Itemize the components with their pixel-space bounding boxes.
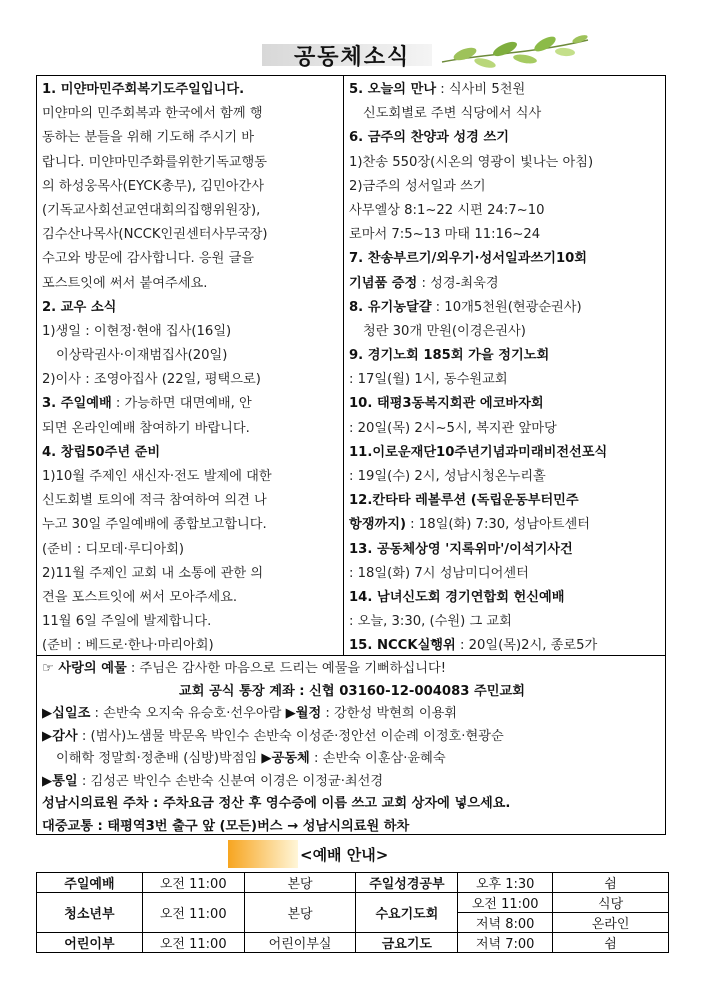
line-text: : 손반숙 오지숙 유승호·선우아람 xyxy=(90,706,286,721)
table-cell: 어린이부 xyxy=(37,933,143,953)
page-title: 공동체소식 xyxy=(294,45,411,70)
text-line xyxy=(42,610,338,634)
table-cell: 주일예배 xyxy=(37,873,143,893)
line-text: : 강한성 박현희 이용휘 xyxy=(321,706,458,721)
section-title-banner xyxy=(262,38,462,70)
text-line xyxy=(42,247,338,271)
line-text: 10. 태평3동복지회관 에코바자회 xyxy=(349,396,544,412)
line-text: 이해학 정말희·정춘배 (심방)박점임 xyxy=(56,751,262,766)
line-text: 사무엘상 8:1~22 시편 24:7~10 xyxy=(349,202,545,218)
table-cell: 본당 xyxy=(244,873,356,893)
text-line xyxy=(42,562,338,586)
text-line xyxy=(349,102,663,126)
table-cell: 식당 xyxy=(553,893,669,913)
line-text: : 가능하면 대면예배, 안 xyxy=(111,396,252,412)
line-text: 동하는 분들을 위해 기도해 주시기 바 xyxy=(42,130,255,146)
table-row xyxy=(37,893,669,913)
line-text: 누고 30일 주일예배에 종합보고합니다. xyxy=(42,517,267,533)
line-text: 되면 온라인예배 참여하기 바랍니다. xyxy=(42,420,250,436)
text-line xyxy=(42,658,662,681)
line-text: 미얀마의 민주회복과 한국에서 함께 행 xyxy=(42,106,263,122)
line-heading: ▶통일 xyxy=(42,773,78,789)
text-line xyxy=(349,489,663,513)
line-text: 수고와 방문에 감사합니다. 응원 글을 xyxy=(42,251,255,267)
line-text: 1)찬송 550장(시온의 영광이 빛나는 아침) xyxy=(349,154,594,170)
text-line xyxy=(42,320,338,344)
text-line xyxy=(349,151,663,175)
line-heading: ▶십일조 xyxy=(42,706,91,721)
text-line xyxy=(349,272,663,296)
text-line xyxy=(42,126,338,150)
line-text: : 김성곤 박인수 손반숙 신분여 이경은 이정균·최선경 xyxy=(77,773,384,789)
text-line xyxy=(42,344,338,368)
table-cell: 수요기도회 xyxy=(356,893,458,933)
text-line xyxy=(349,513,663,537)
line-text: 1)10월 주제인 새신자·전도 발제에 대한 xyxy=(42,469,272,484)
line-heading: ▶월정 xyxy=(285,706,322,721)
table-cell: 오전 11:00 xyxy=(458,893,553,913)
line-text: 김수산나목사(NCCK인권센터사무국장) xyxy=(42,227,268,243)
line-text: (준비 : 베드로·한나·마리아회) xyxy=(42,638,214,654)
line-text: 2. 교우 소식 xyxy=(42,299,117,315)
text-line xyxy=(42,272,338,296)
text-line xyxy=(42,465,338,489)
text-line xyxy=(42,793,662,816)
line-text: (기독교사회선교연대회의집행위원장), xyxy=(42,202,261,218)
line-text: 11.이로운재단10주년기념과미래비전선포식 xyxy=(349,444,608,460)
line-text: 대중교통 : 태평역3번 출구 앞 (모든)버스 → 성남시의료원 하차 xyxy=(42,818,410,834)
schedule-title: <예배 안내> xyxy=(300,846,389,864)
text-line xyxy=(349,538,663,562)
text-line xyxy=(42,703,662,726)
line-text: : 20일(목) 2시~5시, 복지관 앞마당 xyxy=(349,420,557,436)
line-text: : 18일(화) 7:30, 성남아트센터 xyxy=(405,517,590,533)
text-line xyxy=(42,102,338,126)
text-line xyxy=(42,441,338,465)
worship-schedule-table xyxy=(36,872,669,953)
text-line xyxy=(42,392,338,416)
line-text: : 오늘, 3:30, (수원) 그 교회 xyxy=(349,614,512,630)
line-text: 포스트잇에 써서 붙여주세요. xyxy=(42,275,208,291)
table-cell: 쉼 xyxy=(553,933,669,953)
text-line xyxy=(349,223,663,247)
line-text: 13. 공동체상영 '지록위마'/이석기사건 xyxy=(349,541,573,557)
line-text: : 17일(월) 1시, 동수원교회 xyxy=(349,372,508,388)
line-text: 2)금주의 성서일과 쓰기 xyxy=(349,178,486,194)
text-line xyxy=(42,726,662,749)
text-line xyxy=(349,441,663,465)
table-cell: 저녁 8:00 xyxy=(458,913,553,933)
line-text: 12.칸타타 레볼루션 (독립운동부터민주 xyxy=(349,493,579,509)
text-line xyxy=(42,417,338,441)
line-heading: 3. 주일예배 xyxy=(42,396,112,412)
line-text: 의 하성웅목사(EYCK총무), 김민아간사 xyxy=(42,178,264,194)
text-line xyxy=(42,586,338,610)
line-heading: ☞ 사랑의 예물 xyxy=(42,661,127,676)
line-text: 성남시의료원 주차 : 주차요금 정산 후 영수증에 이름 쓰고 교회 상자에 넣으세요. xyxy=(42,796,511,811)
text-line xyxy=(42,634,338,658)
right-column xyxy=(349,78,663,659)
text-line xyxy=(42,199,338,223)
line-heading: 5. 오늘의 만나 xyxy=(349,82,437,97)
line-text: 교회 공식 통장 계좌 : 신협 03160-12-004083 주민교회 xyxy=(179,683,525,699)
line-heading: ▶공동체 xyxy=(261,751,310,766)
line-text: 7. 찬송부르기/외우기·성서일과쓰기10회 xyxy=(349,251,588,267)
line-heading: 항쟁까지) xyxy=(349,517,406,533)
line-text: 견을 포스트잇에 써서 모아주세요. xyxy=(42,589,238,605)
text-line xyxy=(349,126,663,150)
table-cell: 오후 1:30 xyxy=(458,873,553,893)
line-text: : 20일(목)2시, 종로5가 xyxy=(455,638,598,654)
table-cell: 어린이부실 xyxy=(244,933,356,953)
text-line xyxy=(349,417,663,441)
line-text: 청란 30개 만원(이경은권사) xyxy=(363,323,526,339)
text-line xyxy=(42,681,662,704)
table-row xyxy=(37,933,669,953)
text-line xyxy=(42,748,662,771)
table-cell: 금요기도 xyxy=(356,933,458,953)
line-heading: 기념품 증정 xyxy=(349,275,418,291)
line-heading: 8. 유기농달걀 xyxy=(349,299,432,315)
line-text: 1)생일 : 이현정·현애 집사(16일) xyxy=(42,323,232,339)
table-cell: 오전 11:00 xyxy=(142,933,244,953)
line-text: 이상락권사·이재범집사(20일) xyxy=(56,348,228,364)
text-line xyxy=(349,199,663,223)
text-line xyxy=(42,175,338,199)
line-text: : 손반숙 이훈삼·윤혜숙 xyxy=(309,751,446,766)
line-heading: 15. NCCK실행위 xyxy=(349,638,456,654)
text-line xyxy=(42,223,338,247)
line-text: 9. 경기노회 185회 가을 정기노회 xyxy=(349,348,550,364)
line-text: : 19일(수) 2시, 성남시청온누리홀 xyxy=(349,469,546,484)
text-line xyxy=(42,78,338,102)
text-line xyxy=(349,175,663,199)
line-text: : 주님은 감사한 마음으로 드리는 예물을 기뻐하십니다! xyxy=(126,661,447,676)
line-text: : (범사)노샘물 박문옥 박인수 손반숙 이성준·정안선 이순례 이정호·현광순 xyxy=(77,728,504,744)
line-text: 랍니다. 미얀마민주화를위한기독교행동 xyxy=(42,154,267,170)
text-line xyxy=(349,465,663,489)
text-line xyxy=(349,296,663,320)
text-line xyxy=(349,586,663,610)
text-line xyxy=(349,320,663,344)
table-cell: 청소년부 xyxy=(37,893,143,933)
line-text: : 10개5천원(현광순권사) xyxy=(431,299,582,315)
line-text: 2)이사 : 조영아집사 (22일, 평택으로) xyxy=(42,372,261,388)
table-cell: 주일성경공부 xyxy=(356,873,458,893)
text-line xyxy=(349,634,663,658)
text-line xyxy=(349,344,663,368)
text-line xyxy=(349,368,663,392)
text-line xyxy=(42,151,338,175)
column-divider xyxy=(343,75,344,655)
line-text: 14. 남녀신도회 경기연합회 헌신예배 xyxy=(349,589,565,605)
line-text: 신도회별 토의에 적극 참여하여 의견 나 xyxy=(42,493,267,509)
line-text: 신도회별로 주변 식당에서 식사 xyxy=(363,106,542,122)
text-line xyxy=(349,247,663,271)
line-text: : 식사비 5천원 xyxy=(436,82,526,97)
text-line xyxy=(42,771,662,794)
line-heading: ▶감사 xyxy=(42,728,78,744)
table-cell: 오전 11:00 xyxy=(142,893,244,933)
offering-section xyxy=(42,658,662,838)
text-line xyxy=(349,562,663,586)
line-text: 4. 창립50주년 준비 xyxy=(42,444,161,460)
line-text: 11월 6일 주일에 발제합니다. xyxy=(42,614,212,630)
schedule-title-gradient xyxy=(228,840,298,868)
text-line xyxy=(42,489,338,513)
table-cell: 쉼 xyxy=(553,873,669,893)
leaf-decoration-icon xyxy=(440,32,590,72)
table-cell: 저녁 7:00 xyxy=(458,933,553,953)
line-text: 로마서 7:5~13 마태 11:16~24 xyxy=(349,227,541,243)
text-line xyxy=(42,513,338,537)
text-line xyxy=(42,296,338,320)
text-line xyxy=(42,816,662,839)
table-row xyxy=(37,873,669,893)
line-text: 6. 금주의 찬양과 성경 쓰기 xyxy=(349,130,509,146)
table-cell: 본당 xyxy=(244,893,356,933)
line-text: (준비 : 디모데·루디아회) xyxy=(42,541,184,557)
table-cell: 온라인 xyxy=(553,913,669,933)
schedule-title-banner xyxy=(228,838,478,870)
text-line xyxy=(42,368,338,392)
text-line xyxy=(42,538,338,562)
table-cell: 오전 11:00 xyxy=(142,873,244,893)
line-text: : 18일(화) 7시 성남미디어센터 xyxy=(349,565,529,581)
line-text: 1. 미얀마민주회복기도주일입니다. xyxy=(42,82,245,97)
text-line xyxy=(349,392,663,416)
text-line xyxy=(349,610,663,634)
left-column xyxy=(42,78,338,659)
line-text: 2)11월 주제인 교회 내 소통에 관한 의 xyxy=(42,565,264,581)
text-line xyxy=(349,78,663,102)
line-text: : 성경-최욱경 xyxy=(417,275,499,291)
